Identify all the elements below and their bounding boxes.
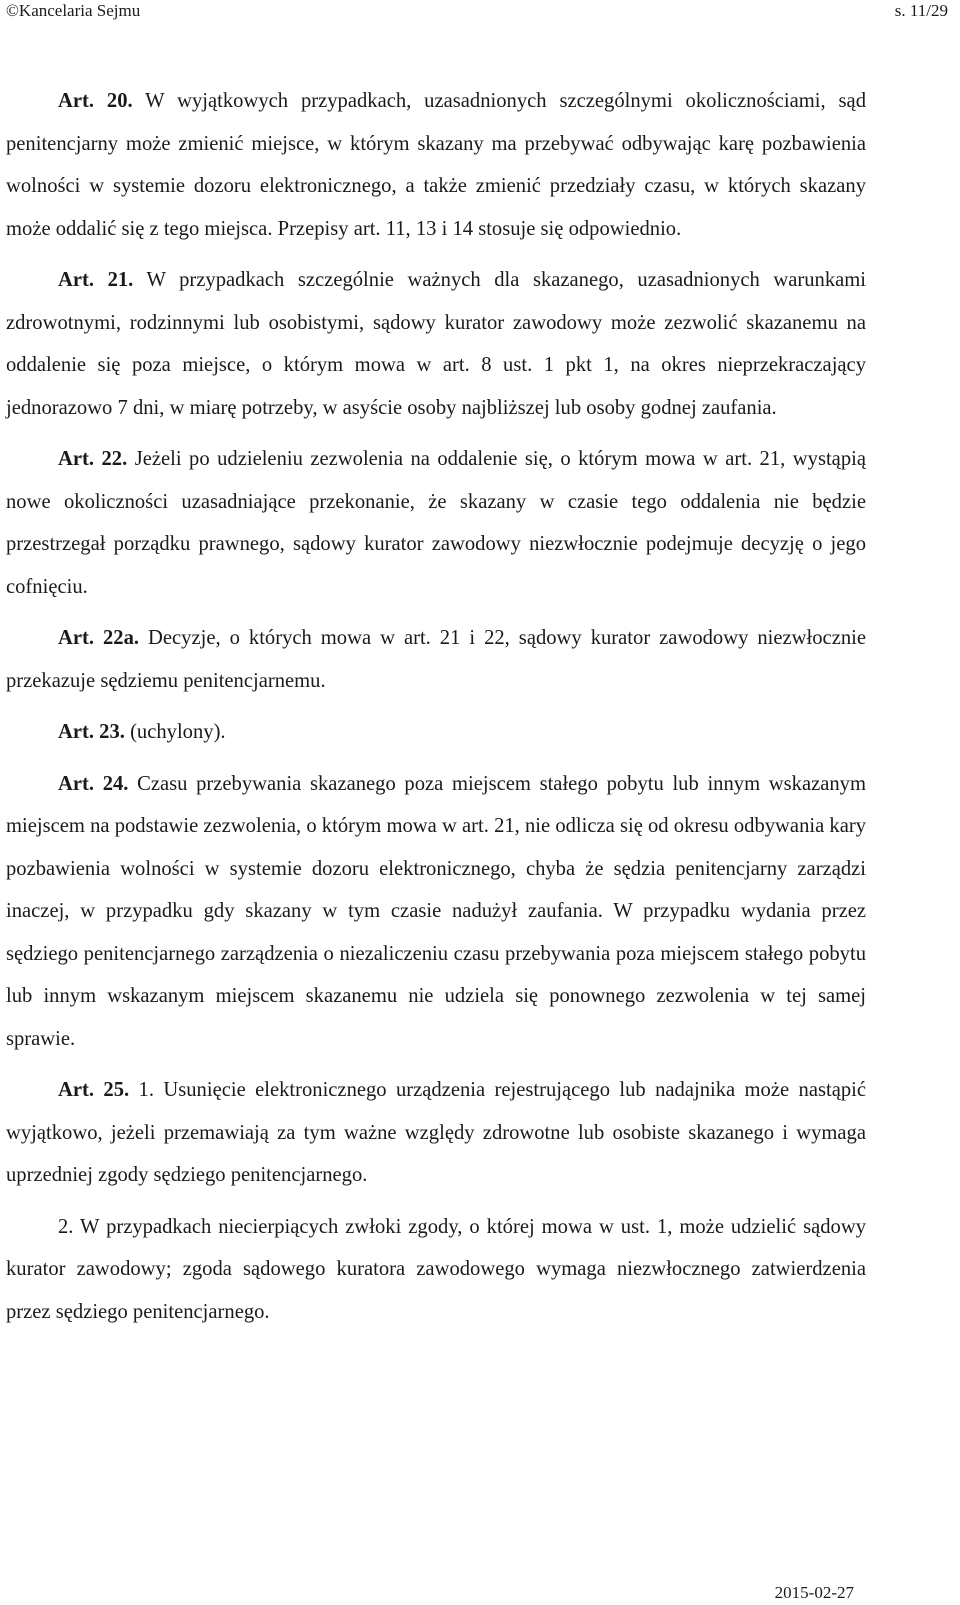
article-21 xyxy=(6,259,866,429)
article-22 xyxy=(6,438,866,608)
article-label: Art. 25. xyxy=(58,1079,130,1101)
article-text: W przypadkach szczególnie ważnych dla skazanego, uzasadnionych warunkami zdrowotnymi, rodzinnymi lub osobistymi, sądowy kurator zawodowy może zezwolić skazanemu na oddalenie się poza miejsce, o którym mowa w art. 8 ust. 1 pkt 1, na okres nieprzekraczający jednorazowo 7 dni, w miarę potrzeby, w asyście osoby najbliższej lub osoby godnej zaufania. xyxy=(6,269,866,419)
article-text: W wyjątkowych przypadkach, uzasadnionych szczególnymi okolicznościami, sąd penitencjarny może zmienić miejsce, w którym skazany ma przebywać odbywając karę pozbawienia wolności w systemie dozoru elektronicznego, a także zmienić przedziały czasu, w których skazany może oddalić się z tego miejsca. Przepisy art. 11, 13 i 14 stosuje się odpowiednio. xyxy=(6,90,866,240)
article-text: 1. Usunięcie elektronicznego urządzenia rejestrującego lub nadajnika może nastąpić wyjątkowo, jeżeli przemawiają za tym ważne względy zdrowotne lub osobiste skazanego i wymaga uprzedniej zgody sędziego penitencjarnego. xyxy=(6,1079,866,1186)
source-label: ©Kancelaria Sejmu xyxy=(6,1,141,20)
article-label: Art. 22. xyxy=(58,448,128,470)
page-number: s. 11/29 xyxy=(894,1,948,20)
article-22a xyxy=(6,617,866,702)
article-label: Art. 20. xyxy=(58,90,133,112)
article-text: Decyzje, o których mowa w art. 21 i 22, sądowy kurator zawodowy niezwłocznie przekazuje sędziemu penitencjarnemu. xyxy=(6,627,866,692)
article-20 xyxy=(6,80,866,250)
article-text: Czasu przebywania skazanego poza miejscem stałego pobytu lub innym wskazanym miejscem na podstawie zezwolenia, o którym mowa w art. 21, nie odlicza się od okresu odbywania kary pozbawienia wolności w systemie dozoru elektronicznego, chyba że sędzia penitencjarny zarządzi inaczej, w przypadku gdy skazany w tym czasie nadużył zaufania. W przypadku wydania przez sędziego penitencjarnego zarządzenia o niezaliczeniu czasu przebywania poza miejscem stałego pobytu lub innym wskazanym miejscem skazanemu nie udziela się ponownego zezwolenia w tej samej sprawie. xyxy=(6,772,866,1050)
document-body xyxy=(6,80,866,1333)
article-label: Art. 21. xyxy=(58,269,134,291)
article-text: Jeżeli po udzieleniu zezwolenia na oddalenie się, o którym mowa w art. 21, wystąpią nowe okoliczności uzasadniające przekonanie, że skazany w czasie tego oddalenia nie będzie przestrzegał porządku prawnego, sądowy kurator zawodowy niezwłocznie podejmuje decyzję o jego cofnięciu. xyxy=(6,448,866,598)
document-date: 2015-02-27 xyxy=(774,1583,854,1602)
article-label: Art. 24. xyxy=(58,772,129,795)
article-text: (uchylony). xyxy=(124,721,226,743)
article-25-par-1 xyxy=(6,1069,866,1197)
article-25-par-2 xyxy=(6,1206,866,1334)
article-label: Art. 22a. xyxy=(58,627,140,649)
article-text: 2. W przypadkach niecierpiących zwłoki zgody, o której mowa w ust. 1, może udzielić sądowy kurator zawodowy; zgoda sądowego kuratora zawodowego wymaga niezwłocznego zatwierdzenia przez sędziego penitencjarnego. xyxy=(6,1215,866,1323)
article-24 xyxy=(6,763,866,1061)
page-footer xyxy=(775,1583,854,1603)
page-header xyxy=(6,0,954,22)
article-label: Art. 23. xyxy=(58,721,125,743)
article-23 xyxy=(6,711,866,754)
